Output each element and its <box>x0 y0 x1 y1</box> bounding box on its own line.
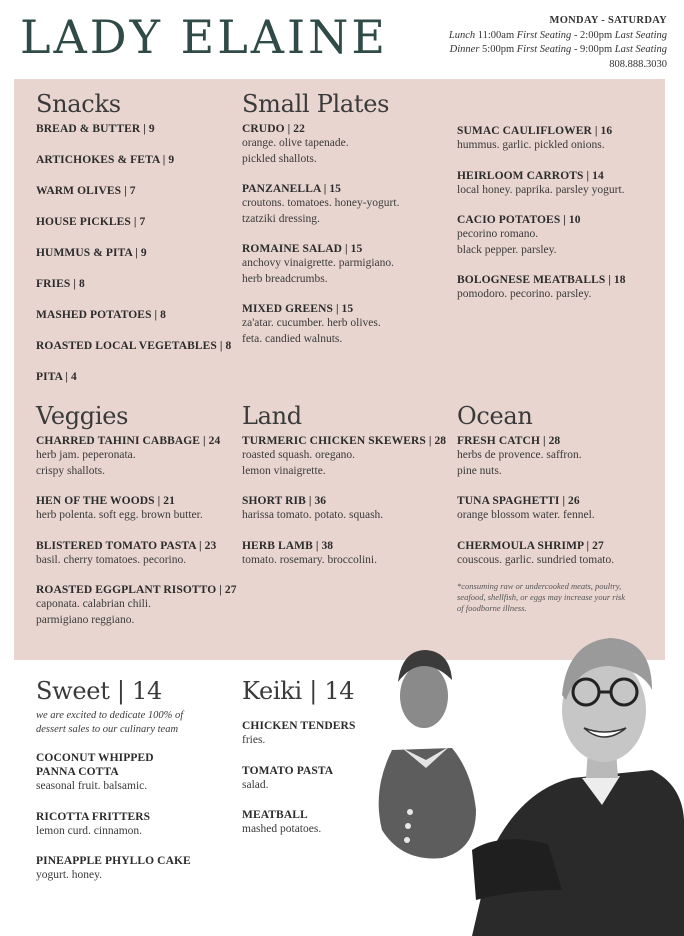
land-section <box>242 402 446 583</box>
small-plates-title: Small Plates <box>242 90 390 118</box>
menu-item: COCONUT WHIPPED PANNA COTTA seasonal fruit. balsamic. <box>36 752 154 792</box>
menu-item: HEIRLOOM CARROTS | 14 local honey. paprika. parsley yogurt. <box>457 169 625 196</box>
phone-number: 808.888.3030 <box>609 58 667 70</box>
menu-item: ROASTED LOCAL VEGETABLES | 8 <box>36 340 232 352</box>
puppet-face <box>400 664 448 728</box>
menu-item: MIXED GREENS | 15 za'atar. cucumber. herb olives. feta. candied walnuts. <box>242 303 381 345</box>
ocean-section <box>457 402 632 614</box>
menu-item: TOMATO PASTA salad. <box>242 764 334 791</box>
menu-item: MEATBALL mashed potatoes. <box>242 809 322 835</box>
small-plates-section <box>242 90 399 362</box>
sweet-title: Sweet | 14 <box>36 677 162 705</box>
menu-item: MASHED POTATOES | 8 <box>36 309 166 321</box>
menu-item: ROMAINE SALAD | 15 anchovy vinaigrette. parmigiano. herb breadcrumbs. <box>242 243 395 285</box>
menu-item: ARTICHOKES & FETA | 9 <box>36 154 175 166</box>
menu-item: CHERMOULA SHRIMP | 27 couscous. garlic. sundried tomato. <box>457 539 615 566</box>
ocean-title: Ocean <box>457 402 533 430</box>
menu-item: TURMERIC CHICKEN SKEWERS | 28 roasted squash. oregano. lemon vinaigrette. <box>242 435 447 477</box>
menu-item: SUMAC CAULIFLOWER | 16 hummus. garlic. pickled onions. <box>457 125 613 151</box>
days-open: MONDAY - SATURDAY <box>549 15 667 26</box>
menu-item: CACIO POTATOES | 10 pecorino romano. black pepper. parsley. <box>457 214 581 256</box>
menu-item: HUMMUS & PITA | 9 <box>36 247 147 259</box>
veggies-section <box>36 402 237 643</box>
dessert-note: we are excited to dedicate 100% of dessert sales to our culinary team <box>36 710 184 735</box>
menu-item: PANZANELLA | 15 croutons. tomatoes. honey-yogurt. tzatziki dressing. <box>242 183 400 225</box>
dinner-hours: Dinner 5:00pm First Seating - 9:00pm Last Seating <box>449 44 667 55</box>
snacks-title: Snacks <box>36 90 121 118</box>
menu-item: CHICKEN TENDERS fries. <box>242 720 356 746</box>
sweet-section <box>36 677 211 899</box>
snacks-section <box>36 90 231 399</box>
menu-item: PITA | 4 <box>36 371 77 383</box>
menu-item: SHORT RIB | 36 harissa tomato. potato. squash. <box>242 495 384 521</box>
menu-item: ROASTED EGGPLANT RISOTTO | 27 caponata. calabrian chili. parmigiano reggiano. <box>36 584 237 626</box>
menu-item: HOUSE PICKLES | 7 <box>36 216 146 228</box>
menu-item: WARM OLIVES | 7 <box>36 185 136 197</box>
keiki-title: Keiki | 14 <box>242 677 355 705</box>
food-safety-note: *consuming raw or undercooked meats, poultry, seafood, shellfish, or eggs may increase your risk of foodborne illness. <box>457 581 626 613</box>
menu-item: HEN OF THE WOODS | 21 herb polenta. soft egg. brown butter. <box>36 495 203 521</box>
menu-item: CRUDO | 22 orange. olive tapenade. pickled shallots. <box>242 123 349 165</box>
hours-block <box>449 14 667 72</box>
menu-item: FRESH CATCH | 28 herbs de provence. saffron. pine nuts. <box>457 435 582 477</box>
menu-item: RICOTTA FRITTERS lemon curd. cinnamon. <box>36 810 151 837</box>
small-plates-section-2 <box>457 124 626 318</box>
menu-item: BOLOGNESE MEATBALLS | 18 pomodoro. pecorino. parsley. <box>457 274 626 300</box>
lunch-hours: Lunch 11:00am First Seating - 2:00pm Last Seating <box>448 29 667 41</box>
menu-item: PINEAPPLE PHYLLO CAKE yogurt. honey. <box>36 855 191 881</box>
menu-item: BLISTERED TOMATO PASTA | 23 basil. cherry tomatoes. pecorino. <box>36 539 217 566</box>
menu-item: HERB LAMB | 38 tomato. rosemary. broccolini. <box>242 539 377 566</box>
menu-item: CHARRED TAHINI CABBAGE | 24 herb jam. peperonata. crispy shallots. <box>36 435 221 477</box>
land-title: Land <box>242 402 302 430</box>
keiki-section <box>242 677 355 853</box>
restaurant-logo: LADY ELAINE <box>20 10 388 64</box>
veggies-title: Veggies <box>36 402 129 430</box>
menu-item: TUNA SPAGHETTI | 26 orange blossom water. fennel. <box>457 495 595 521</box>
menu-item: FRIES | 8 <box>36 278 85 290</box>
menu-item: BREAD & BUTTER | 9 <box>36 123 155 135</box>
host-with-puppet-photo <box>352 600 684 936</box>
